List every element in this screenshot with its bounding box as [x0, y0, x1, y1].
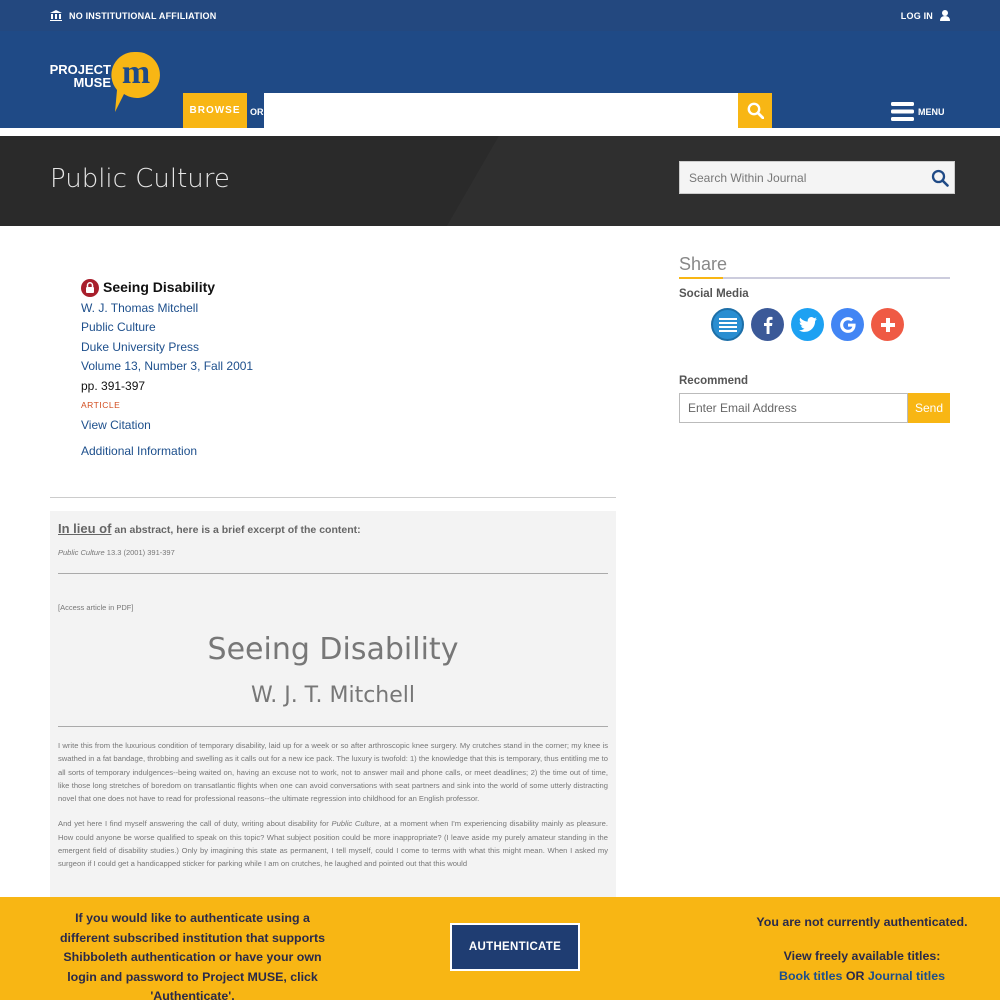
page-range: pp. 391-397 — [81, 378, 146, 393]
send-button[interactable]: Send — [908, 393, 950, 423]
excerpt-title: Seeing Disability — [207, 632, 459, 667]
journal-search-input[interactable] — [679, 161, 955, 194]
publisher-link[interactable]: Duke University Press — [81, 339, 200, 354]
search-icon — [747, 102, 764, 119]
auth-status: You are not currently authenticated. — [756, 915, 968, 929]
journal-titles-link[interactable]: Journal titles — [867, 968, 945, 983]
search-button[interactable] — [738, 93, 772, 128]
share-heading: Share — [679, 254, 950, 279]
plus-icon — [881, 318, 895, 332]
email-field[interactable]: Enter Email Address — [679, 393, 908, 423]
journal-search-icon[interactable] — [931, 169, 949, 187]
excerpt-rule — [58, 573, 608, 574]
cite-journal: Public Culture — [58, 548, 105, 557]
share-list-button[interactable] — [711, 308, 744, 341]
excerpt-rule-2 — [58, 726, 608, 727]
book-titles-link[interactable]: Book titles — [779, 968, 843, 983]
recommend-label: Recommend — [679, 375, 749, 387]
social-buttons — [711, 308, 950, 341]
login-label[interactable]: LOG IN — [900, 10, 933, 21]
lieu-label: In lieu of — [58, 521, 112, 536]
author-link[interactable]: W. J. Thomas Mitchell — [81, 300, 199, 315]
twitter-icon — [799, 317, 817, 332]
journal-banner — [0, 136, 1000, 226]
top-bar — [0, 0, 1000, 31]
view-citation-link[interactable]: View Citation — [81, 417, 151, 432]
site-header — [0, 31, 1000, 128]
article-title-row — [81, 278, 253, 298]
additional-info-link[interactable]: Additional Information — [81, 444, 198, 458]
affiliation — [50, 10, 216, 21]
logo-line1: PROJECT — [49, 62, 111, 77]
login-link[interactable] — [901, 10, 950, 21]
free-or-label: OR — [845, 968, 865, 983]
share-twitter-button[interactable] — [791, 308, 824, 341]
facebook-icon — [763, 316, 773, 334]
content-divider — [50, 497, 616, 498]
auth-message: If you would like to authenticate using a different subscribed institution that supports Shibboleth authentication or have your own login and password to Project MUSE, click 'Authenticate'. — [59, 911, 326, 1003]
institution-icon — [50, 10, 62, 21]
hamburger-icon — [891, 102, 914, 121]
excerpt-paragraph-1: I write this from the luxurious condition of temporary disability, laid up for a week or so after arthroscopic knee surgery. My crutches stand in the corner; my knee is swathed in a fat bandage, throbbing and swelling as it calls out for a new ice pack. The luxury is twofold: 1) the knowledge that this is temporary, thus entitling me to all sorts of temporary indulgences--being waited on, having an excuse not to work, not to answer mail and phone calls, or meet deadlines; 2) the time out of time, like those long stretches of boredom on transatlantic flights when one can avoid conversations with seat partners and sink into the world of some utterly distracting novel that one does not have to read for professional reasons--the ultimate regression into childhood for an English professor. — [58, 741, 608, 804]
journal-title[interactable]: Public Culture — [50, 164, 230, 194]
project-muse-logo[interactable] — [49, 50, 161, 114]
or-label: OR — [250, 107, 264, 117]
spacer — [81, 435, 253, 442]
logo-text — [49, 63, 111, 89]
article-type-badge: ARTICLE — [81, 400, 121, 410]
free-titles — [752, 947, 972, 986]
journal-link[interactable]: Public Culture — [81, 320, 156, 334]
journal-search-placeholder: Search Within Journal — [689, 170, 807, 185]
excerpt-intro — [58, 521, 608, 536]
lock-icon — [81, 279, 99, 297]
access-pdf-link[interactable]: [Access article in PDF] — [58, 603, 134, 612]
share-more-button[interactable] — [871, 308, 904, 341]
muse-m-icon — [111, 50, 161, 114]
para2-end: , at a moment when I'm experiencing disability mainly as pleasure. How could anyone be worse qualified to speak on this topic? What subject position could be more inappropriate? (I leave aside my purely amateur standing in the emergent field of disability studies.) Only by imagining this state as permanent, I tell myself, could I come to terms with what this might mean. When I asked my surgeon if I could get a handicapped sticker for parking while I am on crutches, he laughed and pointed out that this would — [58, 819, 608, 869]
article-title: Seeing Disability — [103, 279, 216, 295]
excerpt-panel — [50, 511, 616, 901]
excerpt-citation — [58, 548, 608, 557]
excerpt-paragraph-2 — [58, 817, 608, 870]
sidebar — [679, 254, 950, 423]
share-facebook-button[interactable] — [751, 308, 784, 341]
free-titles-label: View freely available titles: — [783, 949, 941, 963]
google-icon — [839, 316, 857, 334]
share-google-button[interactable] — [831, 308, 864, 341]
logo-mark: m — [121, 54, 151, 91]
browse-button[interactable]: BROWSE — [183, 93, 247, 128]
authenticate-button[interactable]: AUTHENTICATE — [450, 923, 580, 971]
lieu-rest: an abstract, here is a brief excerpt of the content: — [111, 524, 361, 536]
list-icon — [719, 317, 737, 333]
authentication-banner — [0, 897, 1000, 1003]
logo-line2: MUSE — [73, 75, 111, 90]
user-icon — [940, 10, 950, 21]
article-metadata — [81, 278, 253, 462]
recommend-form — [679, 393, 950, 423]
para2-start: And yet here I find myself answering the call of duty, writing about disability for — [58, 819, 332, 829]
menu-label[interactable]: MENU — [918, 106, 945, 117]
issue-link[interactable]: Volume 13, Number 3, Fall 2001 — [81, 359, 254, 373]
excerpt-author: W. J. T. Mitchell — [250, 683, 416, 708]
affiliation-label: NO INSTITUTIONAL AFFILIATION — [69, 10, 217, 21]
header-divider — [0, 128, 1000, 136]
menu-button[interactable] — [891, 102, 945, 121]
site-search-input[interactable] — [264, 93, 739, 128]
cite-rest: 13.3 (2001) 391-397 — [104, 548, 175, 557]
social-media-label: Social Media — [679, 288, 749, 300]
para2-journal: Public Culture — [331, 819, 380, 829]
